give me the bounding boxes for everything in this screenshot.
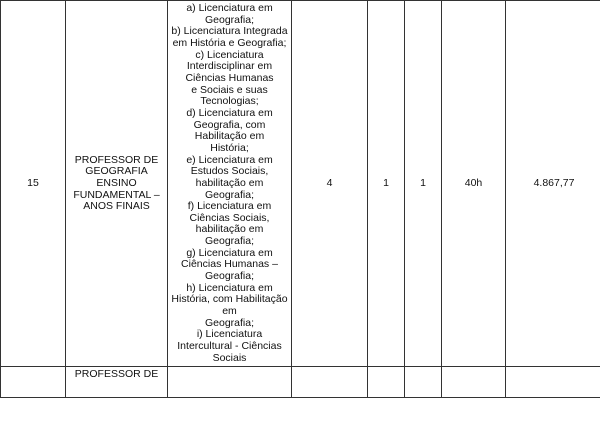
position-line: FUNDAMENTAL – — [73, 188, 160, 201]
qualification-line: Ciências Humanas — [185, 71, 274, 84]
qualification-line: g) Licenciatura em — [186, 246, 273, 259]
vacancies-cell — [292, 1, 368, 367]
salary-cell — [506, 1, 600, 367]
qualification-line: f) Licenciatura em — [187, 200, 272, 213]
position-line: PROFESSOR DE — [74, 368, 159, 381]
qualification-line: e) Licenciatura em — [186, 153, 273, 166]
qualification-line: c) Licenciatura — [195, 48, 264, 61]
qualification-line: Geografia; — [204, 270, 255, 283]
row-number-cell — [1, 367, 66, 398]
qualification-line: em História e Geografia; — [172, 36, 287, 49]
col-b-cell — [405, 367, 442, 398]
table-row — [1, 1, 600, 367]
workload-cell — [442, 367, 506, 398]
vacancies-value: 4 — [326, 176, 333, 189]
qualification-line: Estudos Sociais, — [190, 165, 269, 178]
col-a-value: 1 — [383, 176, 389, 189]
qualification-line: i) Licenciatura — [196, 328, 263, 341]
qualification-line: Geografia; — [204, 235, 255, 248]
qualification-line: Geografia; — [204, 316, 255, 329]
qualification-line: b) Licenciatura Integrada — [171, 25, 288, 38]
qualification-line: Intercultural - Ciências — [177, 340, 282, 353]
qualification-line: Ciências Humanas – — [181, 258, 278, 271]
row-number-cell — [1, 1, 66, 367]
qualification-line: habilitação em — [195, 176, 264, 189]
qualification-line: Tecnologias; — [200, 95, 259, 108]
qualification-line: Sociais — [212, 351, 247, 364]
qualification-line: e Sociais e suas — [191, 83, 268, 96]
col-b-value: 1 — [420, 176, 426, 189]
qualification-line: Habilitação em — [194, 130, 265, 143]
col-a-cell — [368, 1, 405, 367]
qualification-line: h) Licenciatura em — [186, 281, 273, 294]
qualification-line: História; — [210, 141, 249, 154]
qualification-line: Ciências Sociais, — [189, 211, 270, 224]
qualification-cell — [168, 1, 292, 367]
qualification-line: História, com Habilitação — [171, 293, 288, 306]
position-line: PROFESSOR DE — [74, 153, 159, 166]
qualification-line: Interdisciplinar em — [186, 60, 273, 73]
position-cell — [66, 1, 168, 367]
col-b-cell — [405, 1, 442, 367]
row-number: 15 — [27, 176, 39, 189]
qualification-line: a) Licenciatura em — [186, 2, 273, 14]
qualification-line: d) Licenciatura em — [186, 106, 273, 119]
qualification-line: Geografia, com — [193, 118, 266, 131]
workload-value: 40h — [464, 176, 483, 189]
col-a-cell — [368, 367, 405, 398]
vacancies-cell — [292, 367, 368, 398]
table-row — [1, 367, 600, 398]
qualification-line: habilitação em — [195, 223, 264, 236]
position-line: ANOS FINAIS — [83, 200, 150, 213]
salary-cell — [506, 367, 600, 398]
salary-value: 4.867,77 — [533, 176, 575, 189]
qualification-line: em — [222, 305, 237, 318]
qualification-cell — [168, 367, 292, 398]
workload-cell — [442, 1, 506, 367]
qualification-line: Geografia; — [204, 188, 255, 201]
position-line: GEOGRAFIA ENSINO — [85, 165, 148, 189]
position-cell — [66, 367, 168, 398]
qualification-line: Geografia; — [204, 13, 255, 26]
